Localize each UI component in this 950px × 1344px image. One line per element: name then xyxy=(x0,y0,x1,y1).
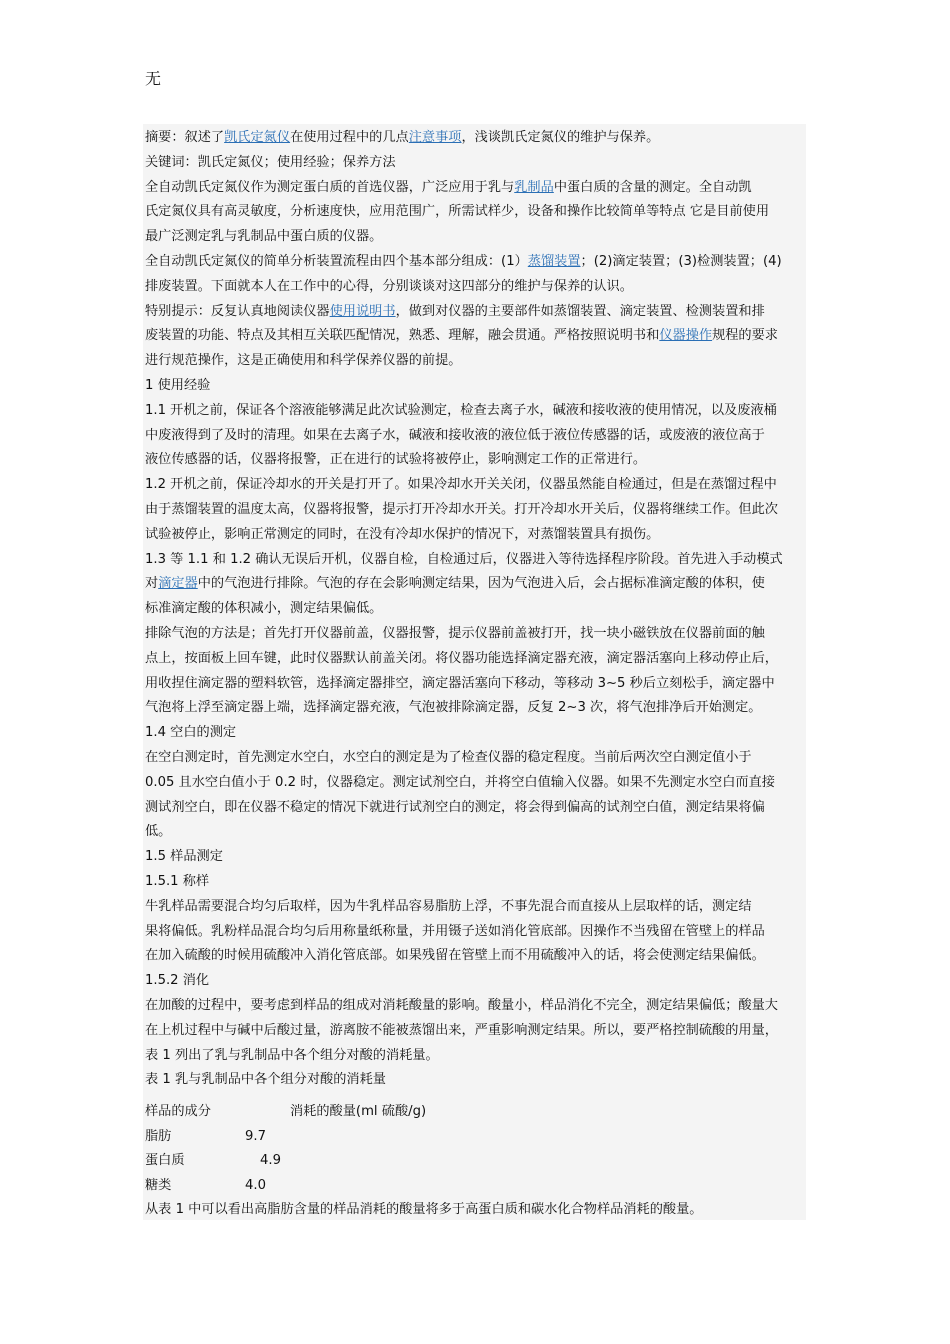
text-segment: 点上，按面板上回车键，此时仪器默认前盖关闭。将仪器功能选择滴定器充液，滴定器活塞向上移动停止后， xyxy=(145,650,778,666)
text-line xyxy=(145,969,807,994)
text-segment: 低。 xyxy=(145,824,172,840)
text-segment: 在加酸的过程中，要考虑到样品的组成对消耗酸量的影响。酸量小，样品消化不完全，测定结果偏低；酸量大 xyxy=(145,998,778,1013)
article-link[interactable]: 使用说明书 xyxy=(329,303,396,319)
text-segment: 排废装置。下面就本人在工作中的心得，分别谈谈对这四部分的维护与保养的认识。 xyxy=(145,278,633,294)
text-line xyxy=(145,1068,807,1093)
text-line xyxy=(145,1019,807,1044)
text-segment: 摘要：叙述了 xyxy=(145,130,225,145)
text-segment: 由于蒸馏装置的温度太高，仪器将报警，提示打开冷却水开关。打开冷却水开关后，仪器将继续工作。但此次 xyxy=(145,502,778,517)
text-line xyxy=(145,473,807,498)
text-line xyxy=(145,746,807,771)
text-segment: 果将偏低。乳粉样品混合均匀后用称量纸称量，并用镊子送如消化管底部。因操作不当残留在管壁上的样品 xyxy=(145,923,765,939)
table-header-acid: 消耗的酸量(ml 硫酸/g) xyxy=(290,1104,427,1119)
text-line xyxy=(145,523,807,548)
text-segment: 液位传感器的话，仪器将报警，正在进行的试验将被停止，影响测定工作的正常进行。 xyxy=(145,452,647,468)
text-segment: 中废液得到了及时的清理。如果在去离子水，碱液和接收液的液位低于液位传感器的话，或废液的液位高于 xyxy=(145,427,765,443)
table-row-value: 4.9 xyxy=(260,1153,281,1168)
text-line xyxy=(145,399,807,424)
article-link[interactable]: 仪器操作 xyxy=(659,328,713,344)
table-header-component: 样品的成分 xyxy=(145,1104,211,1119)
text-segment: 试验被停止，影响正常测定的同时，在没有冷却水保护的情况下，对蒸馏装置具有损伤。 xyxy=(145,526,660,542)
text-segment: 用收捏住滴定器的塑料软管，选择滴定器排空，滴定器活塞向下移动，等移动 3~5 秒后立刻松手，滴定器中 xyxy=(145,675,775,691)
text-segment: ，做到对仪器的主要部件如蒸馏装置、滴定装置、检测装置和排 xyxy=(395,303,765,319)
text-line xyxy=(145,349,807,374)
article-link[interactable]: 蒸馏装置 xyxy=(527,254,581,269)
text-segment: 气泡将上浮至滴定器上端，选择滴定器充液，气泡被排除滴定器，反复 2~3 次，将气泡排净后开始测定。 xyxy=(145,700,762,716)
text-line xyxy=(145,696,807,721)
table-row-value: 4.0 xyxy=(245,1178,266,1193)
text-line xyxy=(145,920,807,945)
text-segment: 对 xyxy=(145,576,159,592)
text-line xyxy=(145,126,807,151)
text-segment: 废装置的功能、特点及其相互关联匹配情况，熟悉、理解，融会贯通。严格按照说明书和 xyxy=(145,328,660,344)
text-line xyxy=(145,324,807,349)
table-row-name: 糖类 xyxy=(145,1178,172,1193)
text-line xyxy=(145,548,807,573)
article-link[interactable]: 凯氏定氮仪 xyxy=(224,130,291,145)
text-line xyxy=(145,225,807,250)
text-segment: 进行规范操作，这是正确使用和科学保养仪器的前提。 xyxy=(145,353,462,369)
text-segment: 在上机过程中与碱中后酸过量，游离胺不能被蒸馏出来，严重影响测定结果。所以，要严格控制硫酸的用量， xyxy=(145,1022,778,1038)
text-line xyxy=(145,647,807,672)
text-line xyxy=(145,994,807,1019)
text-segment: 全自动凯氏定氮仪作为测定蛋白质的首选仪器，广泛应用于乳与 xyxy=(145,179,515,195)
text-line xyxy=(145,572,807,597)
table-row-value: 9.7 xyxy=(245,1129,266,1144)
article-content xyxy=(143,124,806,1220)
text-segment: 最广泛测定乳与乳制品中蛋白质的仪器。 xyxy=(145,229,383,245)
text-segment: 测试剂空白，即在仪器不稳定的情况下就进行试剂空白的测定，将会得到偏高的试剂空白值，测定结果将偏 xyxy=(145,799,765,815)
text-line xyxy=(145,1044,807,1069)
page-header-text: 无 xyxy=(145,69,162,88)
text-line xyxy=(145,721,807,746)
text-line xyxy=(145,796,807,821)
text-segment: 1.5.1 称样 xyxy=(145,874,210,889)
text-segment: 1.1 开机之前，保证各个溶液能够满足此次试验测定，检查去离子水，碱液和接收液的使用情况，以及废液桶 xyxy=(145,402,777,418)
text-line xyxy=(145,448,807,473)
text-segment: 中的气泡进行排除。气泡的存在会影响测定结果，因为气泡进入后，会占据标准滴定酸的体积，使 xyxy=(197,576,765,592)
text-line xyxy=(145,672,807,697)
text-line xyxy=(145,176,807,201)
text-line xyxy=(145,870,807,895)
text-line xyxy=(145,374,807,399)
text-segment: 1.5.2 消化 xyxy=(145,973,210,989)
text-segment: 表 1 乳与乳制品中各个组分对酸的消耗量 xyxy=(145,1072,386,1088)
text-line xyxy=(145,895,807,920)
text-segment: 规程的要求 xyxy=(712,328,778,344)
text-segment: ；(2)滴定装置；(3)检测装置；(4) xyxy=(580,254,782,269)
article-link[interactable]: 滴定器 xyxy=(158,576,198,592)
text-segment: 表 1 列出了乳与乳制品中各个组分对酸的消耗量。 xyxy=(145,1047,439,1063)
text-segment: 1.4 空白的测定 xyxy=(145,725,237,741)
text-segment: ，浅谈凯氏定氮仪的维护与保养。 xyxy=(461,130,660,145)
text-line xyxy=(145,622,807,647)
text-line xyxy=(145,498,807,523)
text-segment: 在空白测定时，首先测定水空白，水空白的测定是为了检查仪器的稳定程度。当前后两次空白测定值小于 xyxy=(145,750,752,765)
text-line xyxy=(145,597,807,622)
text-segment: 特别提示：反复认真地阅读仪器 xyxy=(145,303,330,319)
article-link[interactable]: 注意事项 xyxy=(408,130,462,145)
text-segment: 排除气泡的方法是；首先打开仪器前盖，仪器报警，提示仪器前盖被打开，找一块小磁铁放在仪器前面的触 xyxy=(145,626,765,641)
text-line xyxy=(145,200,807,225)
text-segment: 0.05 且水空白值小于 0.2 时，仪器稳定。测定试剂空白，并将空白值输入仪器。如果不先测定水空白而直接 xyxy=(145,774,775,790)
text-segment: 1.2 开机之前，保证冷却水的开关是打开了。如果冷却水开关关闭，仪器虽然能自检通过，但是在蒸馏过程中 xyxy=(145,477,777,493)
text-segment: 全自动凯氏定氮仪的简单分析装置流程由四个基本部分组成：(1） xyxy=(145,254,528,269)
text-segment: 中蛋白质的含量的测定。全自动凯 xyxy=(553,179,752,195)
text-line xyxy=(145,300,807,325)
text-segment: 1 使用经验 xyxy=(145,378,211,393)
text-line xyxy=(145,275,807,300)
text-line xyxy=(145,845,807,870)
text-segment: 在加入硫酸的时候用硫酸冲入消化管底部。如果残留在管壁上而不用硫酸冲入的话，将会使测定结果偏低。 xyxy=(145,948,765,964)
text-line xyxy=(145,250,807,275)
text-segment: 标准滴定酸的体积减小，测定结果偏低。 xyxy=(145,601,383,617)
summary-line: 从表 1 中可以看出高脂肪含量的样品消耗的酸量将多于高蛋白质和碳水化合物样品消耗的酸量。 xyxy=(145,1202,703,1217)
text-segment: 氏定氮仪具有高灵敏度，分析速度快，应用范围广，所需试样少，设备和操作比较简单等特点 它是目前使用 xyxy=(145,204,770,220)
text-segment: 1.5 样品测定 xyxy=(145,849,223,865)
text-segment: 牛乳样品需要混合均匀后取样，因为牛乳样品容易脂肪上浮，不事先混合而直接从上层取样的话，测定结 xyxy=(145,898,752,914)
table-row-name: 脂肪 xyxy=(145,1129,172,1144)
text-line xyxy=(145,944,807,969)
table-row-name: 蛋白质 xyxy=(145,1153,185,1168)
text-segment: 关键词：凯氏定氮仪；使用经验；保养方法 xyxy=(145,154,396,170)
text-line xyxy=(145,151,807,176)
text-line xyxy=(145,820,807,845)
text-line xyxy=(145,424,807,449)
text-segment: 在使用过程中的几点 xyxy=(290,130,409,145)
text-segment: 1.3 等 1.1 和 1.2 确认无误后开机，仪器自检，自检通过后，仪器进入等待选择程序阶段。首先进入手动模式 xyxy=(145,551,783,567)
text-line xyxy=(145,771,807,796)
article-link[interactable]: 乳制品 xyxy=(514,179,554,195)
